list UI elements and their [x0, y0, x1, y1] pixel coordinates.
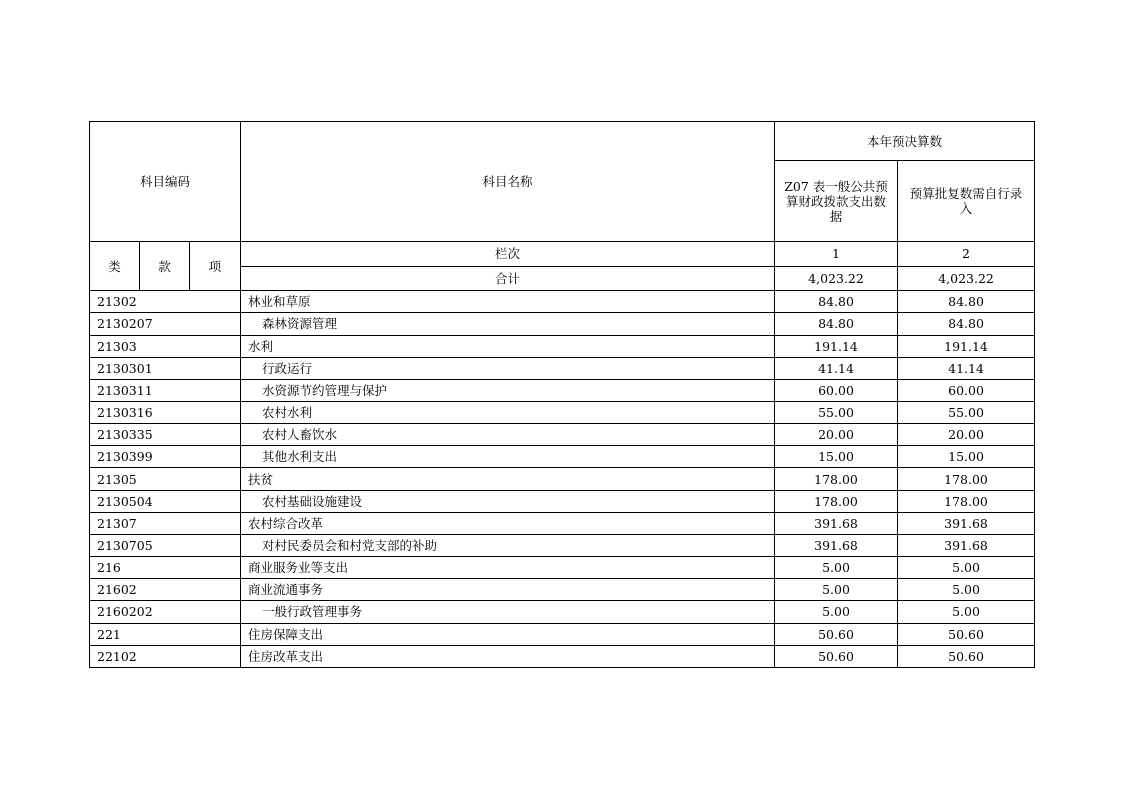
row-name: 商业服务业等支出 — [241, 557, 775, 579]
row-code: 2160202 — [90, 601, 241, 623]
xiang-header: 项 — [190, 241, 241, 290]
row-value-col2: 178.00 — [898, 490, 1035, 512]
total-col2: 4,023.22 — [898, 267, 1035, 291]
row-name: 对村民委员会和村党支部的补助 — [241, 534, 775, 556]
table-row — [90, 468, 1035, 490]
row-code: 21307 — [90, 512, 241, 534]
row-name: 住房保障支出 — [241, 623, 775, 645]
row-code: 21303 — [90, 335, 241, 357]
table-row — [90, 401, 1035, 423]
row-code: 2130301 — [90, 357, 241, 379]
row-code: 21302 — [90, 291, 241, 313]
table-row — [90, 357, 1035, 379]
row-value-col1: 191.14 — [775, 335, 898, 357]
row-code: 2130705 — [90, 534, 241, 556]
row-name: 森林资源管理 — [241, 313, 775, 335]
row-value-col2: 191.14 — [898, 335, 1035, 357]
row-name: 水资源节约管理与保护 — [241, 379, 775, 401]
row-name: 农村水利 — [241, 401, 775, 423]
table-row — [90, 579, 1035, 601]
table-row — [90, 557, 1035, 579]
row-code: 2130504 — [90, 490, 241, 512]
table-row — [90, 379, 1035, 401]
row-value-col2: 84.80 — [898, 291, 1035, 313]
row-code: 2130311 — [90, 379, 241, 401]
row-value-col1: 41.14 — [775, 357, 898, 379]
row-value-col2: 50.60 — [898, 645, 1035, 667]
col2-number: 2 — [898, 241, 1035, 266]
table-row — [90, 424, 1035, 446]
row-value-col2: 5.00 — [898, 557, 1035, 579]
row-name: 住房改革支出 — [241, 645, 775, 667]
row-name: 行政运行 — [241, 357, 775, 379]
row-code: 2130316 — [90, 401, 241, 423]
row-value-col1: 178.00 — [775, 490, 898, 512]
col1-number: 1 — [775, 241, 898, 266]
subject-code-header: 科目编码 — [90, 122, 241, 242]
row-value-col1: 5.00 — [775, 601, 898, 623]
table-row — [90, 512, 1035, 534]
row-code: 2130399 — [90, 446, 241, 468]
row-name: 林业和草原 — [241, 291, 775, 313]
row-name: 扶贫 — [241, 468, 775, 490]
row-code: 22102 — [90, 645, 241, 667]
row-value-col2: 15.00 — [898, 446, 1035, 468]
row-value-col1: 60.00 — [775, 379, 898, 401]
col2-title: 预算批复数需自行录入 — [898, 161, 1035, 242]
row-code: 2130335 — [90, 424, 241, 446]
total-label: 合计 — [241, 267, 775, 291]
table-row — [90, 335, 1035, 357]
row-code: 21602 — [90, 579, 241, 601]
row-value-col2: 178.00 — [898, 468, 1035, 490]
budget-table — [89, 121, 1035, 668]
row-value-col1: 391.68 — [775, 512, 898, 534]
row-value-col1: 84.80 — [775, 313, 898, 335]
row-value-col1: 5.00 — [775, 579, 898, 601]
row-code: 221 — [90, 623, 241, 645]
row-value-col2: 55.00 — [898, 401, 1035, 423]
row-value-col2: 391.68 — [898, 534, 1035, 556]
table-row — [90, 446, 1035, 468]
table-row — [90, 623, 1035, 645]
col1-title: Z07 表一般公共预算财政拨款支出数据 — [775, 161, 898, 242]
row-code: 2130207 — [90, 313, 241, 335]
row-value-col2: 20.00 — [898, 424, 1035, 446]
row-value-col1: 391.68 — [775, 534, 898, 556]
row-name: 一般行政管理事务 — [241, 601, 775, 623]
budget-group-header: 本年预决算数 — [775, 122, 1035, 161]
row-value-col2: 50.60 — [898, 623, 1035, 645]
kuan-header: 款 — [140, 241, 190, 290]
table-row — [90, 291, 1035, 313]
table-row — [90, 490, 1035, 512]
total-col1: 4,023.22 — [775, 267, 898, 291]
row-value-col1: 50.60 — [775, 645, 898, 667]
table-row — [90, 313, 1035, 335]
lanci-label: 栏次 — [241, 241, 775, 266]
lei-header: 类 — [90, 241, 140, 290]
row-value-col2: 391.68 — [898, 512, 1035, 534]
table-row — [90, 601, 1035, 623]
row-value-col2: 60.00 — [898, 379, 1035, 401]
row-name: 农村基础设施建设 — [241, 490, 775, 512]
row-value-col1: 20.00 — [775, 424, 898, 446]
row-name: 农村人畜饮水 — [241, 424, 775, 446]
subject-name-header: 科目名称 — [241, 122, 775, 242]
row-name: 商业流通事务 — [241, 579, 775, 601]
row-name: 农村综合改革 — [241, 512, 775, 534]
row-code: 21305 — [90, 468, 241, 490]
row-code: 216 — [90, 557, 241, 579]
row-value-col1: 55.00 — [775, 401, 898, 423]
row-value-col1: 5.00 — [775, 557, 898, 579]
row-value-col2: 5.00 — [898, 579, 1035, 601]
row-value-col2: 84.80 — [898, 313, 1035, 335]
table-row — [90, 534, 1035, 556]
row-value-col1: 84.80 — [775, 291, 898, 313]
row-value-col1: 50.60 — [775, 623, 898, 645]
row-value-col1: 15.00 — [775, 446, 898, 468]
row-name: 其他水利支出 — [241, 446, 775, 468]
row-name: 水利 — [241, 335, 775, 357]
row-value-col2: 41.14 — [898, 357, 1035, 379]
row-value-col1: 178.00 — [775, 468, 898, 490]
row-value-col2: 5.00 — [898, 601, 1035, 623]
table-row — [90, 645, 1035, 667]
